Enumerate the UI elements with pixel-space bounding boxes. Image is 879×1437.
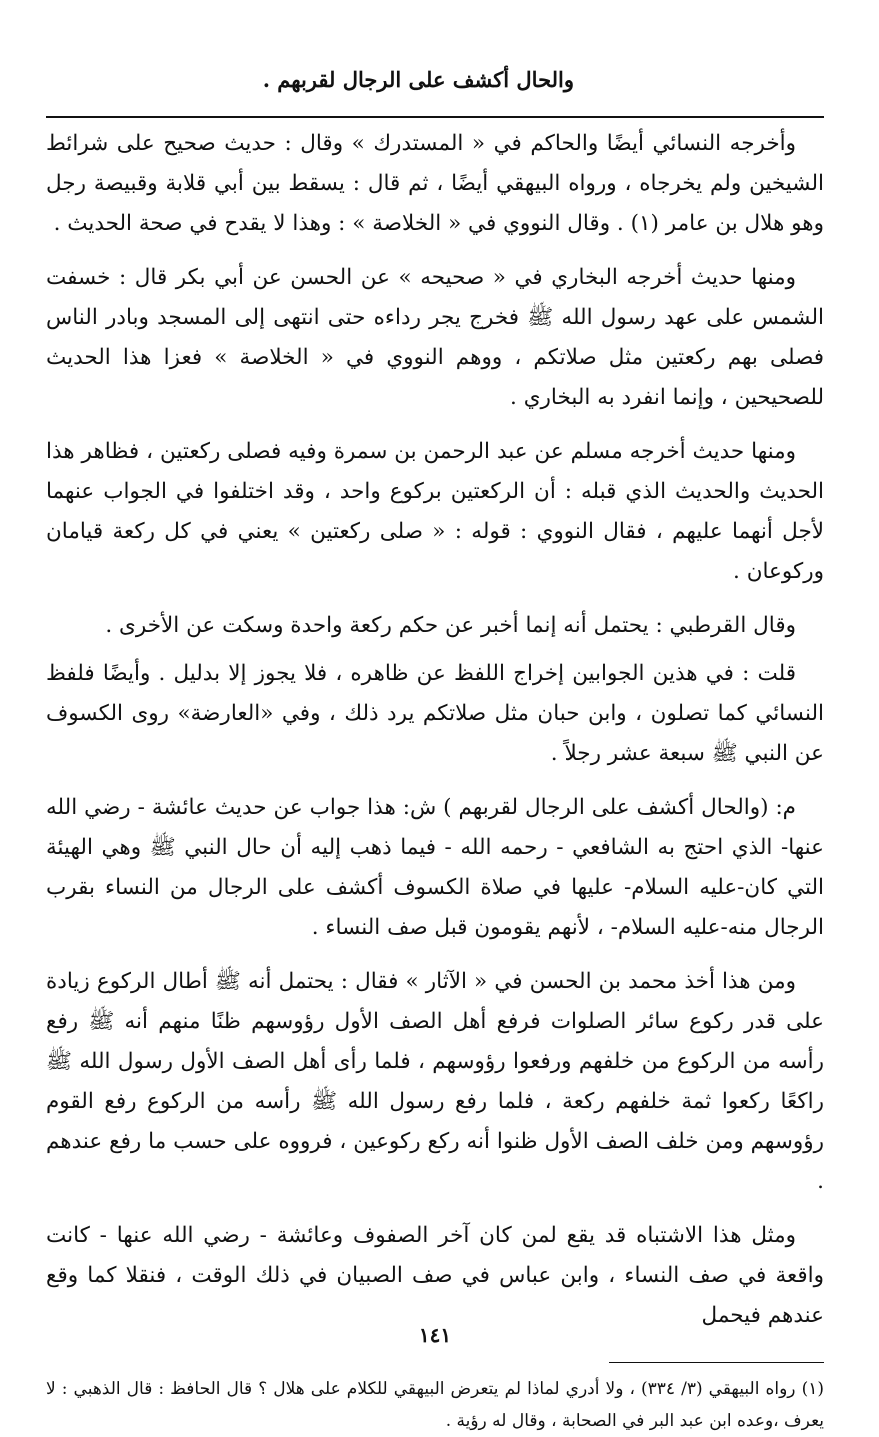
running-head: والحال أكشف على الرجال لقربهم . [262,67,574,92]
paragraph-5: قلت : في هذين الجوابين إخراج اللفظ عن ظاهره ، فلا يجوز إلا بدليل . وأيضًا فلفظ النسائي كما تصلون ، وابن حبان مثل صلاتكم يرد ذلك ، وفي «العارضة» روى الكسوف عن النبي ﷺ سبعة عشر رجلاً . [46,661,824,766]
page-number: ١٤١ [418,1323,452,1347]
paragraph-4: وقال القرطبي : يحتمل أنه إنما أخبر عن حكم ركعة واحدة وسكت عن الأخرى . [105,613,796,638]
book-page [46,60,824,1431]
paragraph-8: ومثل هذا الاشتباه قد يقع لمن كان آخر الصفوف وعائشة - رضي الله عنها - كانت واقعة في صف النساء ، وابن عباس في صف الصبيان في ذلك الوقت ، فنقلا كما وقع عندهم فيحمل [46,1223,824,1328]
footnote: (١) رواه البيهقي (٣/ ٣٣٤) ، ولا أدري لماذا لم يتعرض البيهقي للكلام على هلال ؟ قال الحافظ : قال الذهبي : لا يعرف ،وعده ابن عبد البر في الصحابة ، وقال له رؤية . [46,1379,824,1431]
paragraph-1: وأخرجه النسائي أيضًا والحاكم في « المستدرك » وقال : حديث صحيح على شرائط الشيخين ولم يخرجاه ، ورواه البيهقي أيضًا ، ثم قال : يسقط بين أبي قلابة وقبيصة رجل وهو هلال بن عامر (١) . وقال النووي في « الخلاصة » : وهذا لا يقدح في صحة الحديث . [46,131,824,236]
paragraph-2: ومنها حديث أخرجه البخاري في « صحيحه » عن الحسن عن أبي بكر قال : خسفت الشمس على عهد رسول الله ﷺ فخرج يجر رداءه حتى انتهى إلى المسجد وبادر الناس فصلى بهم ركعتين مثل صلاتكم ، ووهم النووي في « الخلاصة » فعزا هذا الحديث للصحيحين ، وإنما انفرد به البخاري . [46,265,824,410]
footnote-rule [609,1362,824,1363]
paragraph-3: ومنها حديث أخرجه مسلم عن عبد الرحمن بن سمرة وفيه فصلى ركعتين ، فظاهر هذا الحديث والحديث الذي قبله : أن الركعتين بركوع واحد ، وقد اختلفوا في الجواب عنهما لأجل أنهما عليهم ، فقال النووي : قوله : « صلى ركعتين » يعني في كل ركعة قيامان وركوعان . [46,439,824,584]
paragraph-6: م: (والحال أكشف على الرجال لقربهم ) ش: هذا جواب عن حديث عائشة - رضي الله عنها- الذي احتج به الشافعي - رحمه الله - فيما ذهب إليه أن حال النبي ﷺ وهي الهيئة التي كان-عليه السلام- عليها في صلاة الكسوف أكشف على الرجال من النساء بقرب الرجال منه-عليه السلام- ، لأنهم يقومون قبل صف النساء . [46,795,824,940]
header-rule [46,116,824,118]
paragraph-7: ومن هذا أخذ محمد بن الحسن في « الآثار » فقال : يحتمل أنه ﷺ أطال الركوع زيادة على قدر ركوع سائر الصلوات فرفع أهل الصف الأول رؤوسهم ظنًا منهم أنه ﷺ رفع رأسه من الركوع من خلفهم ورفعوا رؤوسهم ، فلما رأى أهل الصف الأول رسول الله ﷺ راكعًا ركعوا ثمة خلفهم ركعة ، فلما رفع رسول الله ﷺ رأسه من الركوع رفع القوم رؤوسهم ومن خلف الصف الأول ظنوا أنه ركع ركوعين ، فرووه على حسب ما رفع عندهم . [46,969,824,1194]
